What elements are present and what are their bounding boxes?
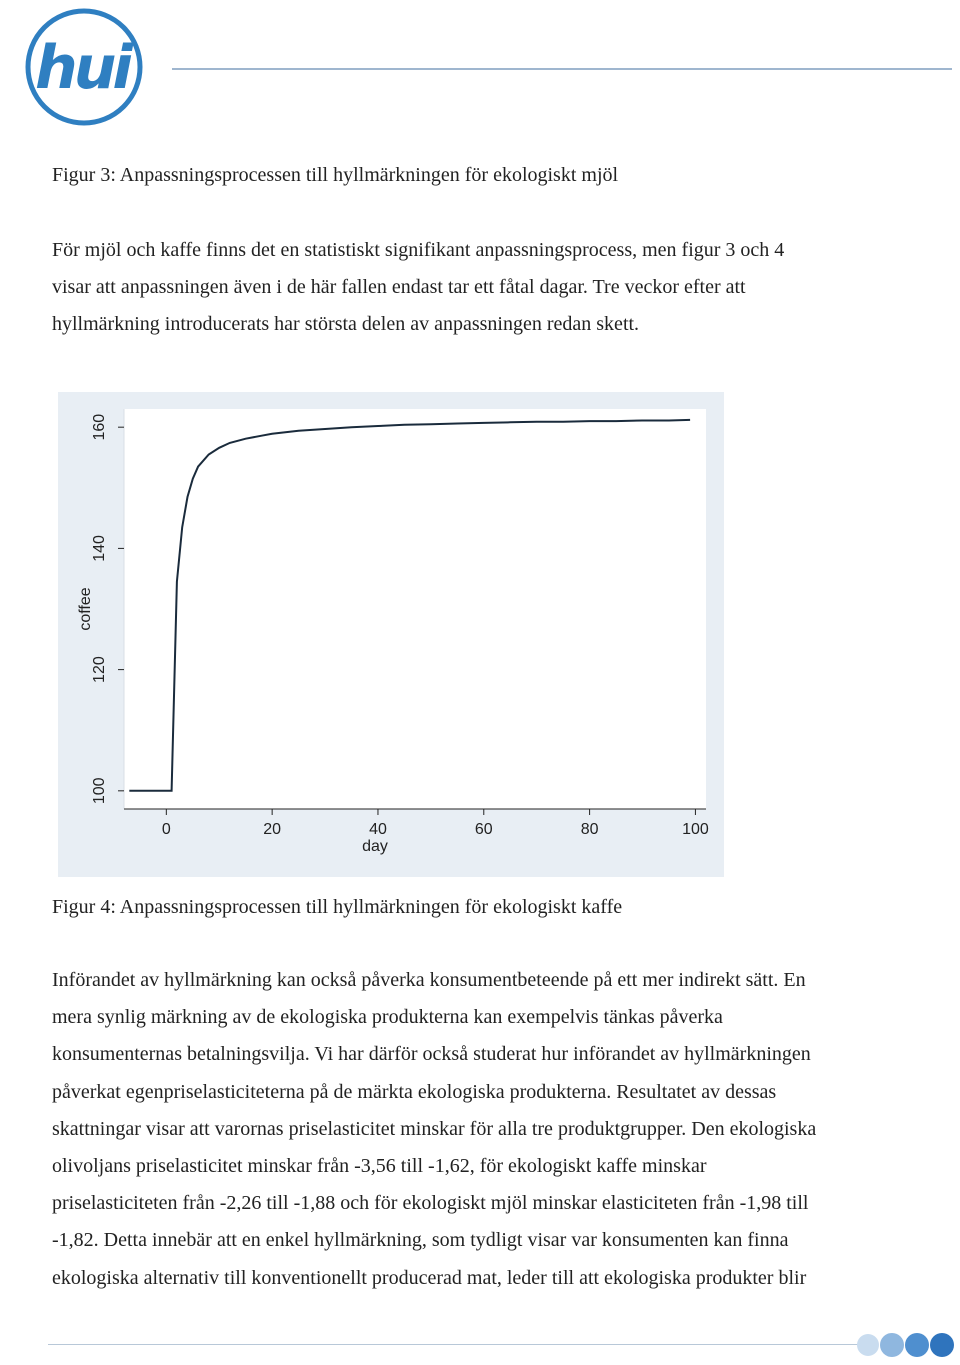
hui-logo	[22, 6, 146, 128]
coffee-chart	[58, 392, 724, 877]
paragraph-line: hyllmärkning introducerats har största delen av anpassningen redan skett.	[52, 313, 640, 336]
paragraph-line: skattningar visar att varornas priselasticitet minskar för alla tre produktgrupper. Den ekologiska	[52, 1117, 817, 1140]
y-tick-label: 160	[91, 413, 108, 441]
paragraph-1	[52, 232, 932, 344]
footer-dot	[880, 1333, 904, 1357]
paragraph-line: priselasticiteten från -2,26 till -1,88 och för ekologiskt mjöl minskar elasticiteten från -1,98 till	[52, 1192, 809, 1215]
footer-dot	[857, 1334, 879, 1356]
x-tick-label: 40	[369, 821, 387, 838]
figure3-caption: Figur 3: Anpassningsprocessen till hyllmärkningen för ekologiskt mjöl	[52, 164, 619, 186]
plot-area	[124, 409, 706, 809]
x-axis-label: day	[362, 838, 388, 855]
footer-dot	[905, 1333, 929, 1357]
footer-dots	[854, 1330, 958, 1360]
x-tick-label: 100	[682, 821, 709, 838]
x-tick-label: 80	[580, 821, 599, 838]
figure4-caption: Figur 4: Anpassningsprocessen till hyllmärkningen för ekologiskt kaffe	[52, 896, 623, 918]
chart-svg	[58, 392, 724, 877]
paragraph-line: visar att anpassningen även i de här fallen endast tar ett fåtal dagar. Tre veckor efter att	[52, 276, 746, 299]
paragraph-line: Införandet av hyllmärkning kan också påverka konsumentbeteende på ett mer indirekt sätt. En	[52, 969, 806, 991]
paragraph-line: påverkat egenpriselasticiteterna på de märkta ekologiska produkterna. Resultatet av dessas	[52, 1080, 777, 1103]
paragraph-line: -1,82. Detta innebär att en enkel hyllmärkning, som tydligt visar var konsumenten kan finna	[52, 1229, 789, 1252]
paragraph-line: olivoljans priselasticitet minskar från -3,56 till -1,62, för ekologiskt kaffe minskar	[52, 1155, 707, 1178]
y-tick-label: 100	[91, 777, 108, 805]
y-axis-label: coffee	[77, 587, 94, 631]
y-tick-label: 120	[91, 656, 108, 683]
paragraph-line: konsumenternas betalningsvilja. Vi har därför också studerat hur införandet av hyllmärkningen	[52, 1043, 811, 1066]
x-tick-label: 0	[161, 821, 171, 838]
x-tick-label: 20	[263, 821, 282, 838]
footer-dot	[930, 1333, 954, 1357]
y-tick-label: 140	[91, 535, 108, 562]
x-tick-label: 60	[474, 821, 493, 838]
footer-rule	[48, 1344, 858, 1345]
header-rule	[172, 68, 952, 70]
paragraph-line: För mjöl och kaffe finns det en statistiskt signifikant anpassningsprocess, men figur 3 och 4	[52, 239, 785, 261]
paragraph-line: mera synlig märkning av de ekologiska produkterna kan exempelvis tänkas påverka	[52, 1006, 723, 1029]
paragraph-2	[52, 962, 932, 1297]
paragraph-line: ekologiska alternativ till konventionellt producerad mat, leder till att ekologiska produkter blir	[52, 1266, 807, 1289]
svg-text:hui: hui	[35, 33, 129, 103]
